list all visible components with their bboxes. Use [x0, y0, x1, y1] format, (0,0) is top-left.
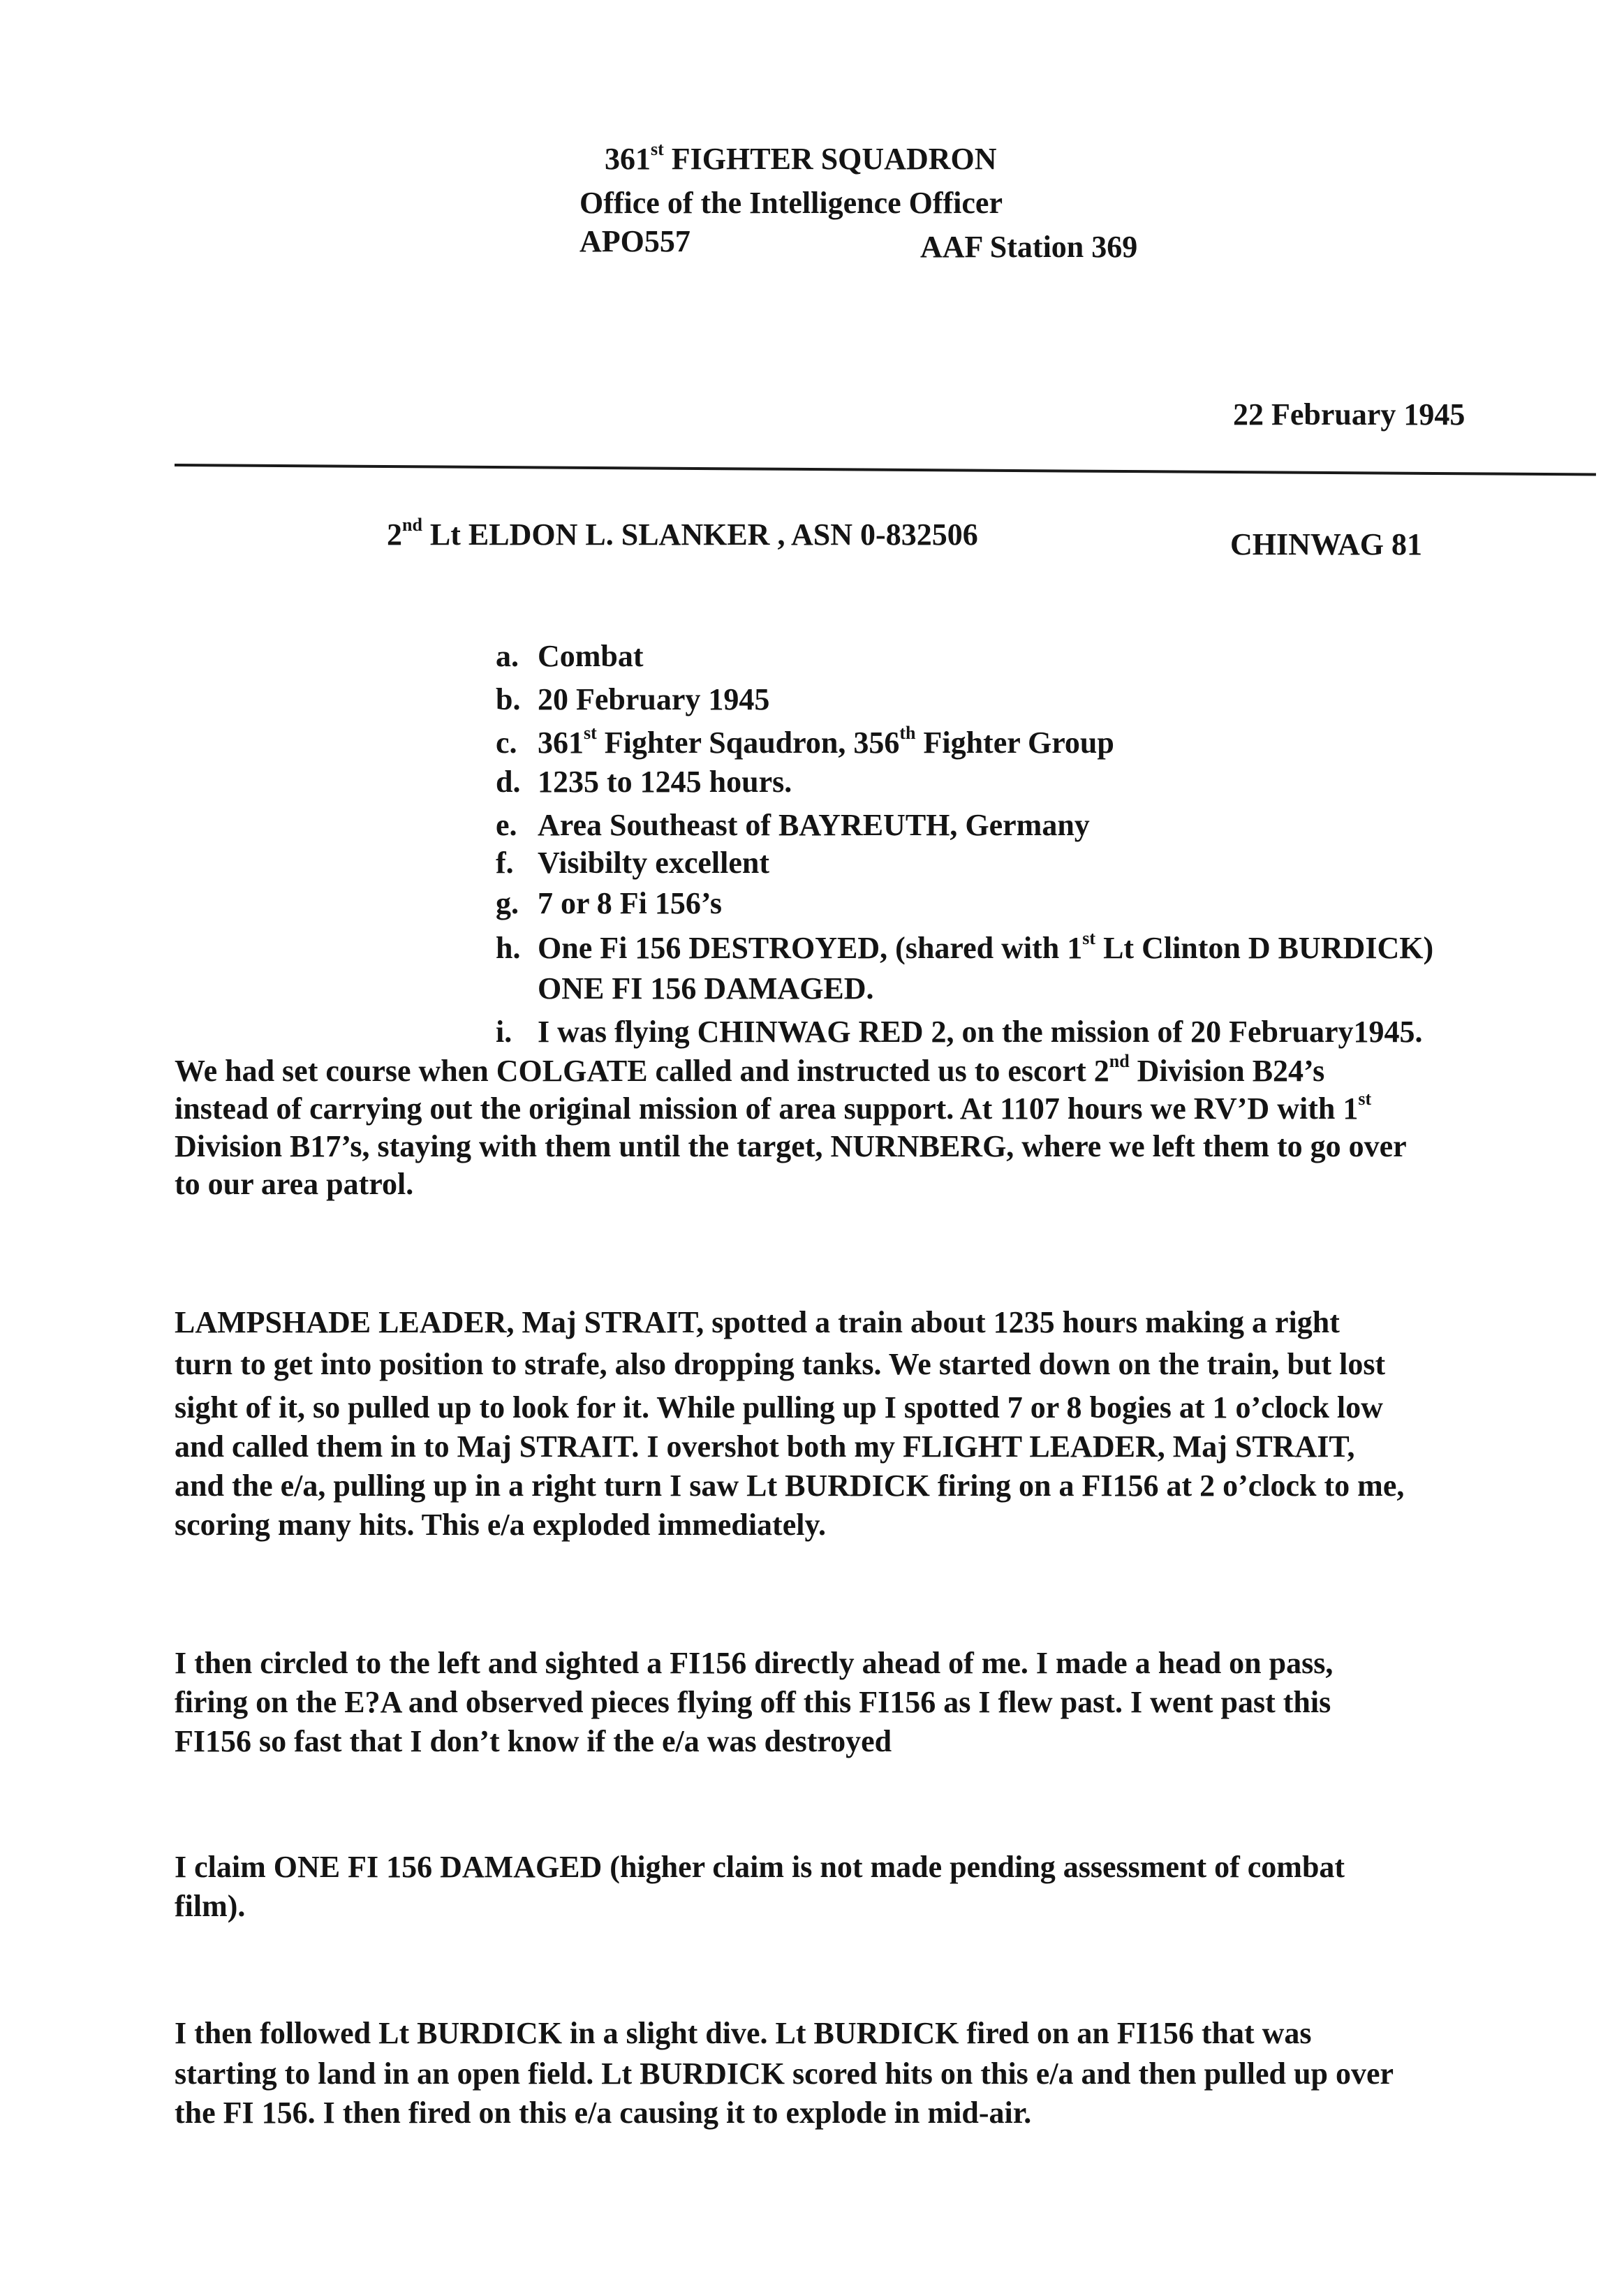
list-item-h: [496, 928, 1434, 965]
apo-number: APO557: [579, 224, 690, 258]
item-text: Combat: [538, 639, 644, 673]
callsign: CHINWAG 81: [1230, 527, 1423, 561]
list-item-g: [496, 888, 722, 919]
paragraph-2-line-4: and called them in to Maj STRAIT. I overshot both my FLIGHT LEADER, Maj STRAIT,: [175, 1429, 1355, 1464]
item-marker: c.: [496, 726, 517, 760]
item-text-part: Fighter Sqaudron, 356: [596, 726, 900, 760]
item-text-part: Fighter Group: [915, 726, 1114, 760]
item-text-part: 361: [538, 726, 584, 760]
ordinal: st: [1358, 1089, 1372, 1109]
squadron-title: FIGHTER SQUADRON: [663, 142, 997, 176]
ordinal: nd: [1109, 1051, 1130, 1071]
list-item-a: [496, 641, 644, 672]
pilot-line: [387, 515, 978, 552]
paragraph-2-line-1: LAMPSHADE LEADER, Maj STRAIT, spotted a train about 1235 hours making a right: [175, 1305, 1340, 1339]
paragraph-4-line-1: I claim ONE FI 156 DAMAGED (higher claim is not made pending assessment of combat: [175, 1850, 1345, 1884]
item-text: 7 or 8 Fi 156’s: [538, 886, 722, 920]
list-item-h-continuation: ONE FI 156 DAMAGED.: [538, 971, 874, 1006]
office-heading: Office of the Intelligence Officer: [579, 186, 1003, 220]
item-text-part: One Fi 156 DESTROYED, (shared with 1: [538, 931, 1083, 965]
list-item-b: [496, 684, 769, 715]
item-text: Area Southeast of BAYREUTH, Germany: [538, 808, 1090, 842]
text-span: Division B24’s: [1129, 1054, 1325, 1088]
pilot-name-asn: Lt ELDON L. SLANKER , ASN 0-832506: [422, 517, 978, 552]
item-marker: e.: [496, 808, 517, 842]
paragraph-5-line-3: the FI 156. I then fired on this e/a causing it to explode in mid-air.: [175, 2096, 1032, 2130]
item-text-part: Lt Clinton D BURDICK): [1095, 931, 1434, 965]
list-item-c: [496, 723, 1114, 760]
paragraph-4-line-2: film).: [175, 1889, 246, 1923]
paragraph-2-line-6: scoring many hits. This e/a exploded immediately.: [175, 1508, 827, 1542]
paragraph-3-line-2: firing on the E?A and observed pieces flying off this FI156 as I flew past. I went past this: [175, 1685, 1331, 1719]
header-divider: [175, 464, 1596, 476]
paragraph-3-line-1: I then circled to the left and sighted a FI156 directly ahead of me. I made a head on pass,: [175, 1646, 1334, 1680]
paragraph-1-line-2: [175, 1089, 1372, 1126]
item-marker: d.: [496, 765, 521, 799]
pilot-rank-number: 2: [387, 517, 402, 552]
item-marker: b.: [496, 682, 521, 716]
paragraph-3-line-3: FI156 so fast that I don’t know if the e/a was destroyed: [175, 1724, 892, 1758]
list-item-f: [496, 848, 769, 878]
paragraph-1-line-4: to our area patrol.: [175, 1167, 414, 1201]
list-item-e: [496, 810, 1090, 841]
squadron-heading: [605, 139, 997, 176]
item-marker: i.: [496, 1015, 512, 1049]
squadron-ordinal: st: [651, 139, 664, 159]
item-text: I was flying CHINWAG RED 2, on the mission of 20 February1945.: [538, 1015, 1423, 1049]
item-ordinal: th: [899, 723, 916, 743]
item-marker: f.: [496, 846, 514, 880]
text-span: instead of carrying out the original mission of area support. At 1107 hours we RV’D with 1: [175, 1091, 1359, 1126]
report-date: 22 February 1945: [1233, 397, 1465, 432]
station-name: AAF Station 369: [920, 230, 1138, 264]
squadron-number: 361: [605, 142, 651, 176]
item-ordinal: st: [584, 723, 597, 743]
item-text: Visibilty excellent: [538, 846, 769, 880]
paragraph-5-line-2: starting to land in an open field. Lt BURDICK scored hits on this e/a and then pulled up over: [175, 2056, 1394, 2091]
item-text: 20 February 1945: [538, 682, 770, 716]
paragraph-1-line-3: Division B17’s, staying with them until the target, NURNBERG, where we left them to go over: [175, 1129, 1407, 1163]
paragraph-5-line-1: I then followed Lt BURDICK in a slight dive. Lt BURDICK fired on an FI156 that was: [175, 2016, 1312, 2050]
paragraph-2-line-2: turn to get into position to strafe, also dropping tanks. We started down on the train, but lost: [175, 1347, 1386, 1381]
text-span: We had set course when COLGATE called and instructed us to escort 2: [175, 1054, 1109, 1088]
paragraph-2-line-3: sight of it, so pulled up to look for it. While pulling up I spotted 7 or 8 bogies at 1 o’clock low: [175, 1390, 1383, 1425]
item-marker: h.: [496, 931, 521, 965]
list-item-i: [496, 1017, 1423, 1047]
paragraph-2-line-5: and the e/a, pulling up in a right turn I saw Lt BURDICK firing on a FI156 at 2 o’clock to me,: [175, 1469, 1405, 1503]
paragraph-1-line-1: [175, 1051, 1325, 1088]
item-text: 1235 to 1245 hours.: [538, 765, 792, 799]
item-marker: a.: [496, 639, 519, 673]
pilot-rank-ordinal: nd: [402, 515, 422, 535]
list-item-d: [496, 767, 792, 797]
item-ordinal: st: [1082, 928, 1096, 948]
item-marker: g.: [496, 886, 519, 920]
